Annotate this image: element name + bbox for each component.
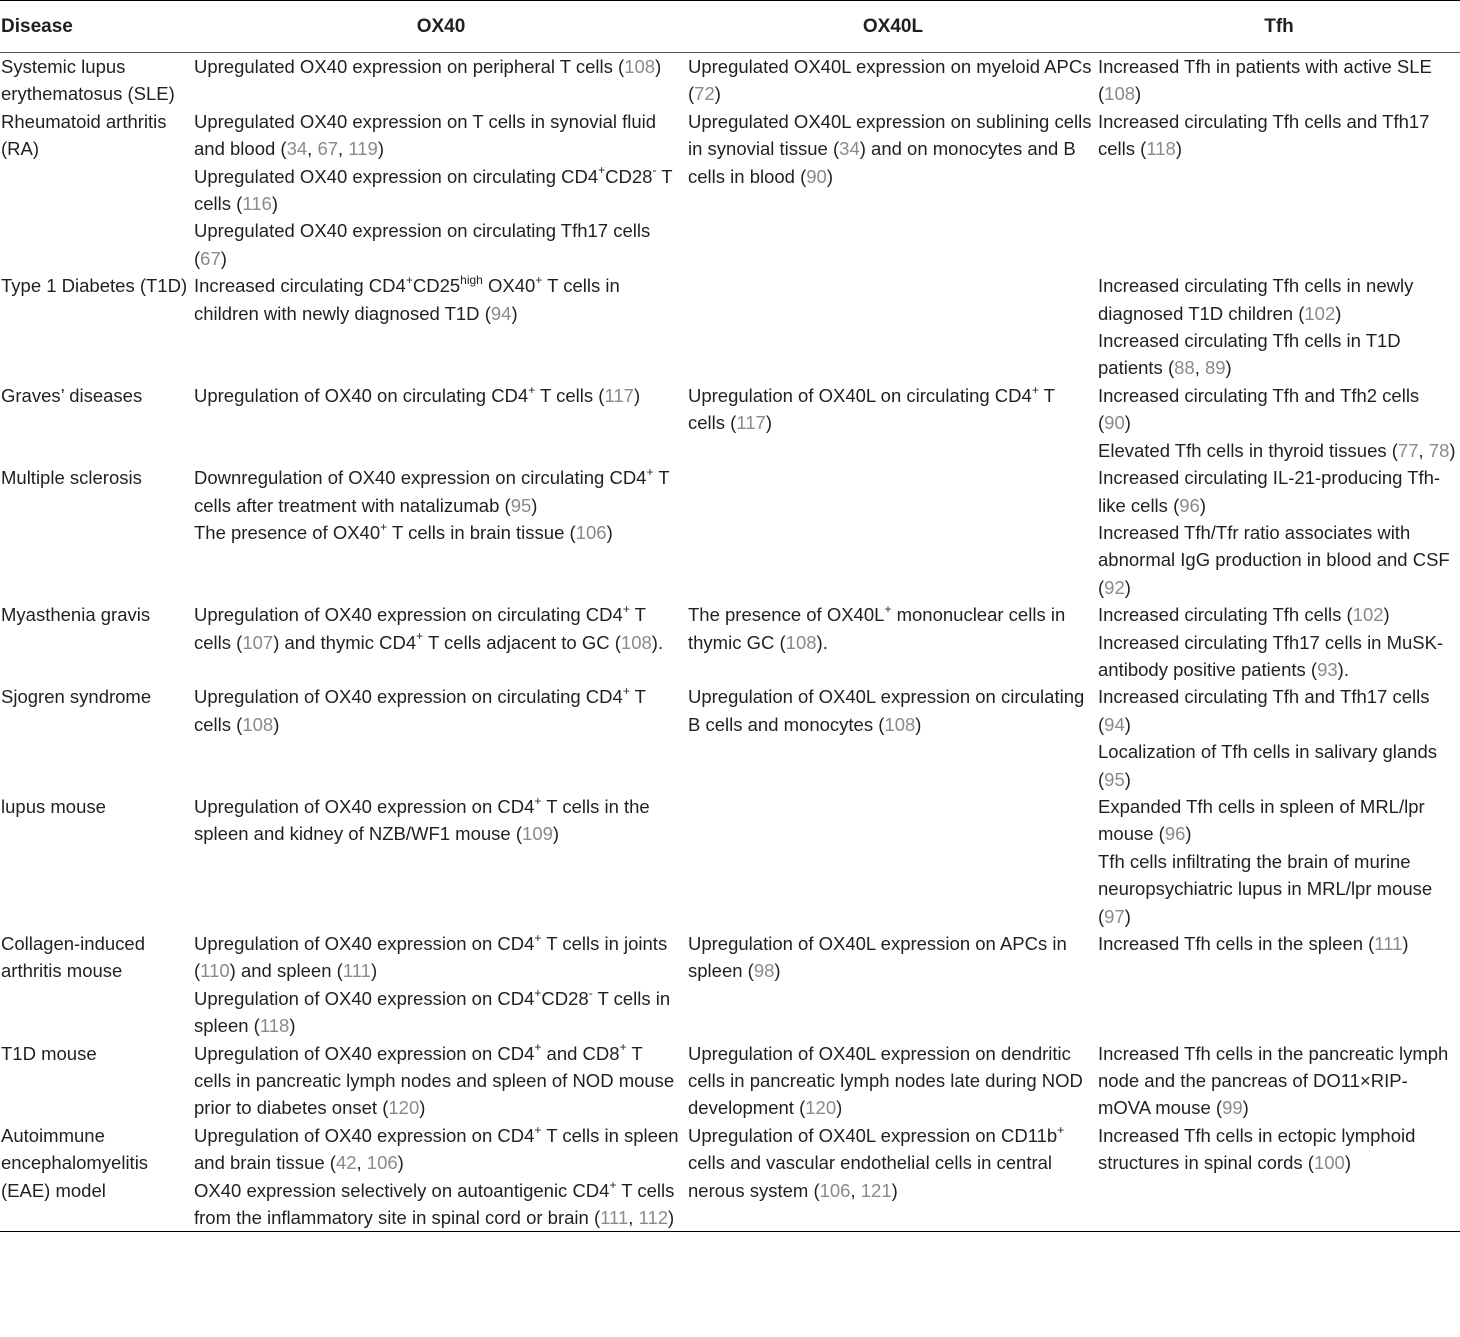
tfh-cell <box>1098 272 1460 382</box>
header-tfh: Tfh <box>1098 1 1460 53</box>
disease-cell: Systemic lupus erythematosus (SLE) <box>1 56 175 105</box>
tfh-entry: Elevated Tfh cells in thyroid tissues (77, 78) <box>1098 439 1456 461</box>
ox40l-entry: Upregulation of OX40L expression on circulating B cells and monocytes (108) <box>688 686 1085 735</box>
reference-number: 108 <box>884 713 916 735</box>
disease-cell: Rheumatoid arthritis (RA) <box>1 110 167 160</box>
tfh-cell <box>1098 683 1460 793</box>
header-disease: Disease <box>0 1 194 53</box>
reference-number: 93 <box>1317 658 1338 680</box>
ox40-cell <box>194 1040 688 1122</box>
ox40-entry: The presence of OX40+ T cells in brain tissue (106) <box>194 519 613 543</box>
ox40-entry: Upregulation of OX40 expression on CD4+CD28- T cells in spleen (118) <box>194 985 671 1037</box>
ox40-cell <box>194 53 688 108</box>
reference-number: 77 <box>1397 439 1419 461</box>
reference-number: 34 <box>839 138 860 160</box>
reference-number: 96 <box>1164 823 1186 845</box>
reference-number: 118 <box>1146 138 1176 160</box>
reference-number: 95 <box>1104 768 1125 790</box>
table-row <box>0 108 1460 272</box>
table-row <box>0 53 1460 108</box>
disease-cell: T1D mouse <box>1 1042 97 1064</box>
ox40-entry: Increased circulating $CD4^+CD25^{high}$ OX40+ T cells in children with newly diagnosed T1D (94) <box>194 273 620 324</box>
ox40-entry: Downregulation of OX40 expression on circulating CD4+ T cells after treatment with natalizumab (95) <box>194 464 670 516</box>
disease-cell: Graves’ diseases <box>1 384 143 406</box>
tfh-entry: Increased Tfh cells in the pancreatic lymph node and the pancreas of DO11×RIP-mOVA mouse (99) <box>1098 1042 1449 1119</box>
ox40-cell <box>194 1122 688 1232</box>
ox40-entry: Upregulation of OX40 expression on CD4+ T cells in spleen and brain tissue (42, 106) <box>194 1122 679 1174</box>
reference-number: 117 <box>604 384 634 406</box>
reference-number: 111 <box>342 960 371 982</box>
tfh-cell <box>1098 108 1460 272</box>
ox40-entry: Upregulation of OX40 expression on CD4+ and CD8+ T cells in pancreatic lymph nodes and spleen of NOD mouse prior to diabetes onset (120) <box>194 1040 675 1119</box>
ox40-cell <box>194 108 688 272</box>
disease-cell: Myasthenia gravis <box>1 604 151 626</box>
reference-number: 110 <box>200 960 230 982</box>
tfh-entry: Increased circulating Tfh cells (102) <box>1098 604 1390 626</box>
reference-number: 72 <box>694 83 715 105</box>
tfh-cell <box>1098 930 1460 1040</box>
reference-number: 67 <box>200 247 221 269</box>
tfh-entry: Increased circulating Tfh17 cells in MuSK-antibody positive patients (93). <box>1098 631 1444 680</box>
ox40l-cell <box>688 930 1098 1040</box>
tfh-entry: Increased Tfh cells in the spleen (111) <box>1098 933 1409 954</box>
table-row <box>0 601 1460 683</box>
ox40l-cell <box>688 53 1098 108</box>
ox40-cell <box>194 601 688 683</box>
reference-number: 34 <box>286 138 308 160</box>
ox40l-entry: Upregulation of OX40L expression on CD11b+ cells and vascular endothelial cells in central nerous system (106, 121) <box>688 1122 1065 1201</box>
reference-number: 108 <box>620 631 652 653</box>
tfh-cell <box>1098 601 1460 683</box>
reference-number: 121 <box>860 1179 892 1201</box>
reference-number: 90 <box>806 165 827 187</box>
tfh-cell <box>1098 382 1460 464</box>
reference-number: 94 <box>1104 713 1125 735</box>
table-row <box>0 464 1460 601</box>
header-ox40: OX40 <box>194 1 688 53</box>
ox40-entry: Upregulation of OX40 expression on circulating CD4+ T cells (108) <box>194 684 646 735</box>
tfh-cell <box>1098 1122 1460 1232</box>
tfh-cell <box>1098 464 1460 601</box>
reference-number: 120 <box>805 1097 837 1119</box>
tfh-entry: Expanded Tfh cells in spleen of MRL/lpr mouse (96) <box>1098 795 1425 845</box>
ox40-entry: Upregulated OX40 expression on circulating CD4+CD28- T cells (116) <box>194 163 673 215</box>
tfh-cell <box>1098 793 1460 930</box>
ox40-cell <box>194 464 688 601</box>
reference-number: 112 <box>638 1207 669 1229</box>
reference-number: 102 <box>1304 302 1336 324</box>
ox40-entry: Upregulated OX40 expression on peripheral T cells (108) <box>194 56 662 77</box>
reference-number: 106 <box>575 521 607 543</box>
reference-number: 118 <box>259 1015 290 1037</box>
reference-number: 106 <box>366 1152 398 1174</box>
reference-number: 108 <box>624 56 656 77</box>
tfh-entry: Increased circulating IL-21-producing Tfh-like cells (96) <box>1098 467 1441 516</box>
ox40l-entry: Upregulated OX40L expression on myeloid APCs (72) <box>688 56 1092 105</box>
ox40l-cell <box>688 1040 1098 1122</box>
table-body <box>0 53 1460 1232</box>
ox40l-entry: The presence of OX40L+ mononuclear cells in thymic GC (108). <box>688 601 1066 653</box>
ox40-cell <box>194 683 688 793</box>
ox40-cell <box>194 793 688 930</box>
ox40-entry: Upregulated OX40 expression on circulating Tfh17 cells (67) <box>194 220 651 269</box>
ox40-entry: Upregulation of OX40 on circulating CD4+ T cells (117) <box>194 382 641 406</box>
reference-number: 99 <box>1222 1097 1243 1119</box>
ox40-cell <box>194 382 688 464</box>
tfh-entry: Localization of Tfh cells in salivary glands (95) <box>1098 741 1437 790</box>
reference-number: 100 <box>1313 1152 1345 1174</box>
tfh-cell <box>1098 1040 1460 1122</box>
reference-number: 108 <box>785 631 817 653</box>
ox40-entry: Upregulation of OX40 expression on CD4+ T cells in joints (110) and spleen (111) <box>194 930 668 982</box>
tfh-entry: Tfh cells infiltrating the brain of murine neuropsychiatric lupus in MRL/lpr mouse (97) <box>1098 850 1433 927</box>
reference-number: 98 <box>753 960 775 982</box>
ox40l-cell <box>688 683 1098 793</box>
ox40-entry: Upregulation of OX40 expression on CD4+ T cells in the spleen and kidney of NZB/WF1 mouse (109) <box>194 793 650 845</box>
reference-number: 106 <box>819 1179 851 1201</box>
tfh-entry: Increased circulating Tfh and Tfh17 cells (94) <box>1098 686 1430 735</box>
reference-number: 109 <box>522 823 553 845</box>
reference-number: 108 <box>1104 83 1136 105</box>
ox40l-cell <box>688 108 1098 272</box>
ox40l-cell <box>688 793 1098 930</box>
tfh-cell <box>1098 53 1460 108</box>
tfh-entry: Increased Tfh/Tfr ratio associates with abnormal IgG production in blood and CSF (92) <box>1098 521 1450 598</box>
tfh-entry: Increased circulating Tfh cells in newly diagnosed T1D children (102) <box>1098 275 1414 324</box>
ox40l-cell <box>688 464 1098 601</box>
reference-number: 92 <box>1104 576 1125 598</box>
reference-number: 111 <box>1374 933 1403 954</box>
reference-number: 42 <box>335 1152 357 1174</box>
reference-number: 108 <box>242 713 274 735</box>
ox40l-entry: Upregulation of OX40L expression on APCs in spleen (98) <box>688 933 1067 982</box>
disease-cell: Collagen-induced arthritis mouse <box>1 933 145 982</box>
ox40-entry: OX40 expression selectively on autoantigenic CD4+ T cells from the inflammatory site in spinal cord or brain (111, 112) <box>194 1177 675 1229</box>
table-row <box>0 930 1460 1040</box>
disease-cell: Autoimmune encephalomyelitis (EAE) model <box>0 1122 194 1232</box>
reference-number: 107 <box>242 631 274 653</box>
reference-number: 116 <box>242 193 272 215</box>
tfh-entry: Increased Tfh cells in ectopic lymphoid structures in spinal cords (100) <box>1098 1124 1416 1174</box>
tfh-entry: Increased circulating Tfh cells and Tfh17 cells (118) <box>1098 110 1430 160</box>
reference-number: 89 <box>1204 357 1226 379</box>
disease-cell: Sjogren syndrome <box>1 686 152 708</box>
disease-cell: Multiple sclerosis <box>1 467 142 489</box>
tfh-entry: Increased Tfh in patients with active SLE (108) <box>1098 56 1432 105</box>
reference-number: 111 <box>600 1207 629 1229</box>
table-row <box>0 1122 1460 1232</box>
table-row <box>0 1040 1460 1122</box>
reference-number: 95 <box>510 494 532 516</box>
tfh-entry: Increased circulating Tfh cells in T1D patients (88, 89) <box>1098 330 1401 379</box>
ox40l-entry: Upregulation of OX40L on circulating CD4+ T cells (117) <box>688 382 1055 434</box>
ox40l-entry: Upregulated OX40L expression on sublining cells in synovial tissue (34) and on monocytes and B cells in blood (90) <box>688 110 1092 187</box>
tfh-entry: Increased circulating Tfh and Tfh2 cells (90) <box>1098 384 1420 434</box>
ox40-cell <box>194 272 688 382</box>
reference-number: 78 <box>1428 439 1450 461</box>
ox40l-cell <box>688 601 1098 683</box>
disease-cell: Type 1 Diabetes (T1D) <box>1 275 188 297</box>
reference-number: 94 <box>490 302 512 324</box>
table-header-row <box>0 1 1460 53</box>
reference-number: 88 <box>1174 357 1195 379</box>
header-ox40l: OX40L <box>688 1 1098 53</box>
ox40-cell <box>194 930 688 1040</box>
reference-number: 67 <box>317 138 339 160</box>
reference-number: 120 <box>388 1097 420 1119</box>
reference-number: 102 <box>1352 604 1384 626</box>
disease-cell: lupus mouse <box>1 795 106 817</box>
ox40l-cell <box>688 1122 1098 1232</box>
reference-number: 90 <box>1104 412 1125 434</box>
table-row <box>0 382 1460 464</box>
reference-number: 97 <box>1104 905 1125 927</box>
table-row <box>0 683 1460 793</box>
ox40-entry: Upregulated OX40 expression on T cells in synovial fluid and blood (34, 67, 119) <box>194 110 657 160</box>
reference-number: 96 <box>1179 494 1200 516</box>
ox40l-cell <box>688 382 1098 464</box>
ox40l-entry: Upregulation of OX40L expression on dendritic cells in pancreatic lymph nodes late during NOD development (120) <box>688 1042 1083 1119</box>
table-row <box>0 272 1460 382</box>
ox40l-cell <box>688 272 1098 382</box>
table-row <box>0 793 1460 930</box>
reference-number: 119 <box>348 138 378 160</box>
reference-number: 117 <box>736 412 766 434</box>
ox40-entry: Upregulation of OX40 expression on circulating CD4+ T cells (107) and thymic CD4+ T cells adjacent to GC (108). <box>194 601 664 653</box>
